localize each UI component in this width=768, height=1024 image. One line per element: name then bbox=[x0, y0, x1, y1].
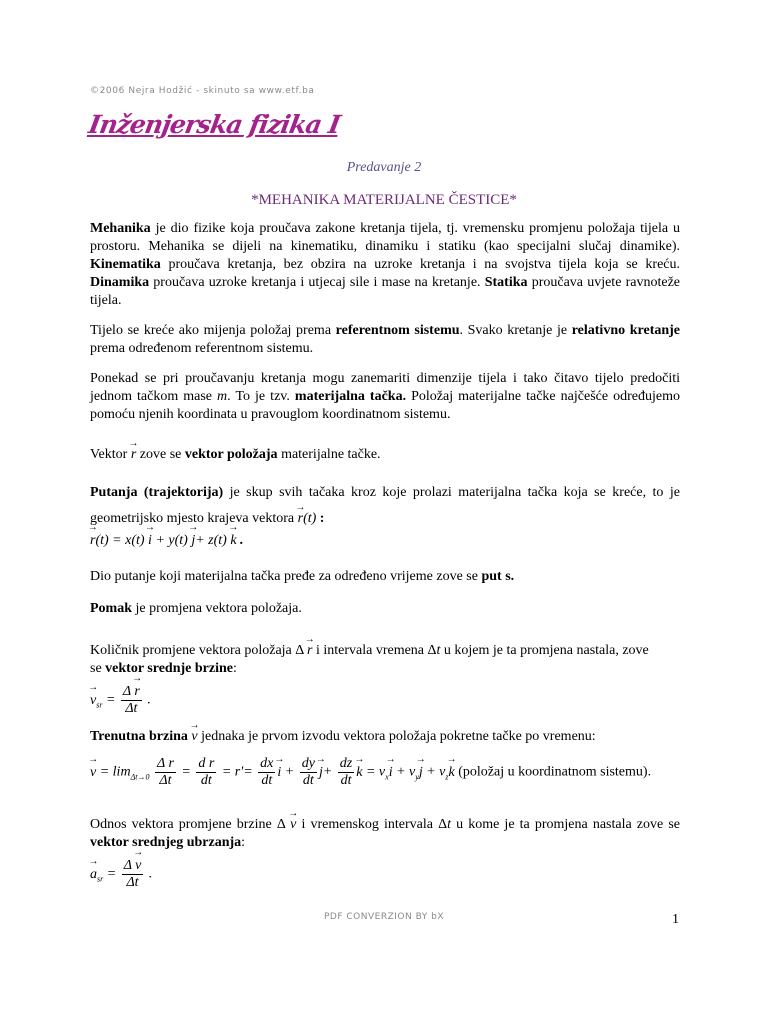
paragraph-path bbox=[90, 568, 680, 586]
numerator: dz bbox=[339, 756, 353, 771]
numerator: d r bbox=[198, 756, 215, 771]
numerator: dy bbox=[301, 756, 315, 771]
paragraph-trajectory bbox=[90, 480, 680, 532]
math-text: Δ bbox=[122, 684, 135, 699]
unit-vector-k: → k bbox=[356, 765, 362, 781]
text: materijalne tačke. bbox=[277, 447, 381, 462]
term-average-acceleration: vektor srednjeg ubrzanja bbox=[90, 835, 242, 850]
fraction bbox=[258, 756, 275, 789]
math-text: + v bbox=[422, 764, 446, 780]
text: Vektor bbox=[90, 447, 131, 462]
text: je dio fizike koja proučava zakone kretanja tijela, tj. vremensku promjenu položaja tijela u prostoru. Mehanika se dijeli na kinematiku, dinamiku i statiku (kao specijalni slučaj dinamike). bbox=[90, 221, 680, 254]
conversion-footer: PDF CONVERZION BY bX bbox=[323, 912, 444, 922]
text: jednaka je prvom izvodu vektora položaja pokretne tačke po vremenu: bbox=[197, 729, 596, 744]
math-text: Δ bbox=[123, 858, 136, 873]
math-text: + v bbox=[392, 764, 416, 780]
subscript: z bbox=[445, 772, 449, 782]
math-text: = lim bbox=[96, 764, 131, 780]
text: u kojem je ta promjena nastala, zove se bbox=[90, 643, 649, 676]
equation-average-velocity bbox=[90, 684, 151, 717]
paragraph-material-point bbox=[90, 370, 680, 424]
text: i vremenskog intervala Δ bbox=[296, 817, 448, 832]
paragraph-reference-system bbox=[90, 322, 680, 358]
text: u kome je ta promjena nastala zove se bbox=[451, 817, 680, 832]
text: : bbox=[241, 835, 246, 850]
fraction bbox=[300, 756, 317, 789]
denominator: dt bbox=[261, 773, 273, 788]
term-displacement: Pomak bbox=[90, 601, 132, 616]
math-text: + z(t) bbox=[195, 533, 231, 548]
term-trajectory: Putanja (trajektorija) bbox=[90, 485, 224, 500]
vector-r: → r bbox=[134, 684, 139, 700]
denominator: Δt bbox=[126, 875, 139, 890]
denominator: Δt bbox=[159, 773, 172, 788]
vector-v: → v bbox=[135, 858, 141, 874]
numerator: Δ r bbox=[156, 756, 174, 771]
text: : bbox=[316, 511, 325, 526]
vector-v: → v bbox=[290, 816, 296, 834]
numerator bbox=[121, 684, 142, 701]
text: Odnos vektora promjene brzine Δ bbox=[90, 817, 291, 832]
denominator: dt bbox=[340, 773, 352, 788]
vector-r: → r bbox=[90, 533, 95, 549]
term-statics: Statika bbox=[484, 275, 528, 290]
math-symbol: t bbox=[447, 817, 451, 832]
unit-vector-j: → j bbox=[319, 765, 323, 781]
text: prema određenom referentnom sistemu. bbox=[90, 341, 314, 356]
fraction bbox=[338, 756, 354, 789]
math-text: (t) = x(t) bbox=[95, 533, 149, 548]
paragraph-position-vector bbox=[90, 446, 680, 464]
paragraph-mechanics bbox=[90, 220, 680, 310]
text: proučava uzroke kretanja i utjecaj sile i mase na kretanje. bbox=[149, 275, 485, 290]
text: zove se bbox=[136, 447, 185, 462]
unit-vector-k: → k bbox=[230, 533, 236, 549]
math-text: . bbox=[143, 692, 151, 708]
text: . To je tzv. bbox=[227, 389, 295, 404]
fraction bbox=[196, 756, 216, 789]
equation-instant-velocity bbox=[90, 756, 651, 789]
fraction bbox=[155, 756, 176, 789]
subscript: y bbox=[415, 772, 419, 782]
denominator: dt bbox=[302, 773, 314, 788]
limit-subscript: Δt→0 bbox=[130, 772, 150, 782]
course-title: Inženjerska fizika I bbox=[86, 110, 342, 139]
text: proučava kretanja, bez obzira na uzroke kretanja i na svojstva tijela koja se kreću. bbox=[160, 257, 680, 272]
vector-v: → v bbox=[90, 765, 96, 781]
text: . Svako kretanje je bbox=[459, 323, 572, 338]
term-dynamics: Dinamika bbox=[90, 275, 150, 290]
math-symbol: t bbox=[436, 643, 441, 658]
term-mechanics: Mehanika bbox=[90, 221, 151, 236]
subscript: sr bbox=[97, 874, 104, 884]
equation-average-acceleration bbox=[90, 858, 152, 891]
denominator: dt bbox=[200, 773, 212, 788]
page-number: 1 bbox=[672, 912, 679, 927]
vector-v: → v bbox=[90, 693, 96, 709]
text: Ponekad se pri proučavanju kretanja mogu zanemariti dimenzije tijela i tako čitavo tijelo predočiti jednom tačkom mase bbox=[90, 371, 680, 404]
unit-vector-i: → i bbox=[389, 765, 393, 781]
paragraph-average-acceleration bbox=[90, 816, 680, 852]
term-material-point: materijalna tačka. bbox=[294, 389, 407, 404]
paragraph-displacement bbox=[90, 600, 680, 618]
math-symbol: m bbox=[217, 389, 228, 404]
copyright-notice: ©2006 Nejra Hodžić - skinuto sa www.etf.ba bbox=[90, 86, 315, 96]
vector-r: → r bbox=[307, 642, 312, 660]
math-text: = r'= bbox=[218, 764, 257, 780]
unit-vector-k: → k bbox=[449, 765, 455, 781]
vector-v: → v bbox=[191, 728, 197, 746]
subscript: x bbox=[385, 772, 389, 782]
math-text: + y(t) bbox=[151, 533, 192, 548]
math-text: . bbox=[236, 533, 244, 548]
vector-r: → r bbox=[298, 506, 303, 532]
subscript: sr bbox=[96, 700, 103, 710]
paragraph-instant-velocity bbox=[90, 728, 680, 746]
equation-note: (položaj u koordinatnom sistemu). bbox=[454, 764, 652, 780]
math-text: = bbox=[103, 866, 120, 882]
math-text: = v bbox=[362, 764, 386, 780]
math-text: . bbox=[145, 866, 153, 882]
paragraph-average-velocity bbox=[90, 642, 650, 678]
fraction bbox=[121, 684, 142, 717]
term-instant-velocity: Trenutna brzina bbox=[90, 729, 188, 744]
math-text: + bbox=[322, 764, 336, 780]
lecture-label: Predavanje 2 bbox=[346, 160, 422, 175]
unit-vector-i: → i bbox=[148, 533, 152, 549]
text: Položaj materijalne tačke najčešće određujemo pomoću njenih koordinata u pravouglom koordinatnom sistemu. bbox=[90, 389, 680, 422]
vector-a: → a bbox=[90, 867, 97, 883]
term-kinematics: Kinematika bbox=[90, 257, 161, 272]
math-text: = bbox=[177, 764, 195, 780]
term-relative-motion: relativno kretanje bbox=[571, 323, 681, 338]
unit-vector-j: → j bbox=[191, 533, 195, 549]
term-reference-system: referentnom sistemu bbox=[335, 323, 460, 338]
text: je skup svih tačaka kroz koje prolazi materijalna tačka koja se kreće, to je geometrijsko mjesto krajeva vektora bbox=[90, 485, 680, 526]
text: proučava uvjete ravnoteže tijela. bbox=[90, 275, 681, 308]
equation-position bbox=[90, 533, 244, 549]
text: Tijelo se kreće ako mijenja položaj prema bbox=[90, 323, 336, 338]
denominator: Δt bbox=[125, 701, 138, 716]
math-text: + bbox=[281, 764, 298, 780]
text: i intervala vremena Δ bbox=[312, 643, 437, 658]
fraction bbox=[122, 858, 144, 891]
term-average-velocity: vektor srednje brzine bbox=[105, 661, 233, 676]
text: Dio putanje koji materijalna tačka pređe za određeno vrijeme zove se bbox=[90, 569, 482, 584]
text: Količnik promjene vektora položaja Δ bbox=[90, 643, 307, 658]
text: je promjena vektora položaja. bbox=[132, 601, 302, 616]
math-text: = bbox=[102, 692, 119, 708]
section-heading: *MEHANIKA MATERIJALNE ČESTICE* bbox=[251, 192, 517, 208]
math-arg: (t) bbox=[303, 511, 317, 526]
numerator bbox=[122, 858, 144, 875]
unit-vector-i: → i bbox=[277, 765, 281, 781]
numerator: dx bbox=[260, 756, 274, 771]
unit-vector-j: → j bbox=[419, 765, 423, 781]
vector-r: → r bbox=[131, 446, 136, 464]
term-position-vector: vektor položaja bbox=[184, 447, 278, 462]
term-path: put s bbox=[481, 569, 511, 584]
text: : bbox=[232, 661, 237, 676]
text: . bbox=[510, 569, 515, 584]
